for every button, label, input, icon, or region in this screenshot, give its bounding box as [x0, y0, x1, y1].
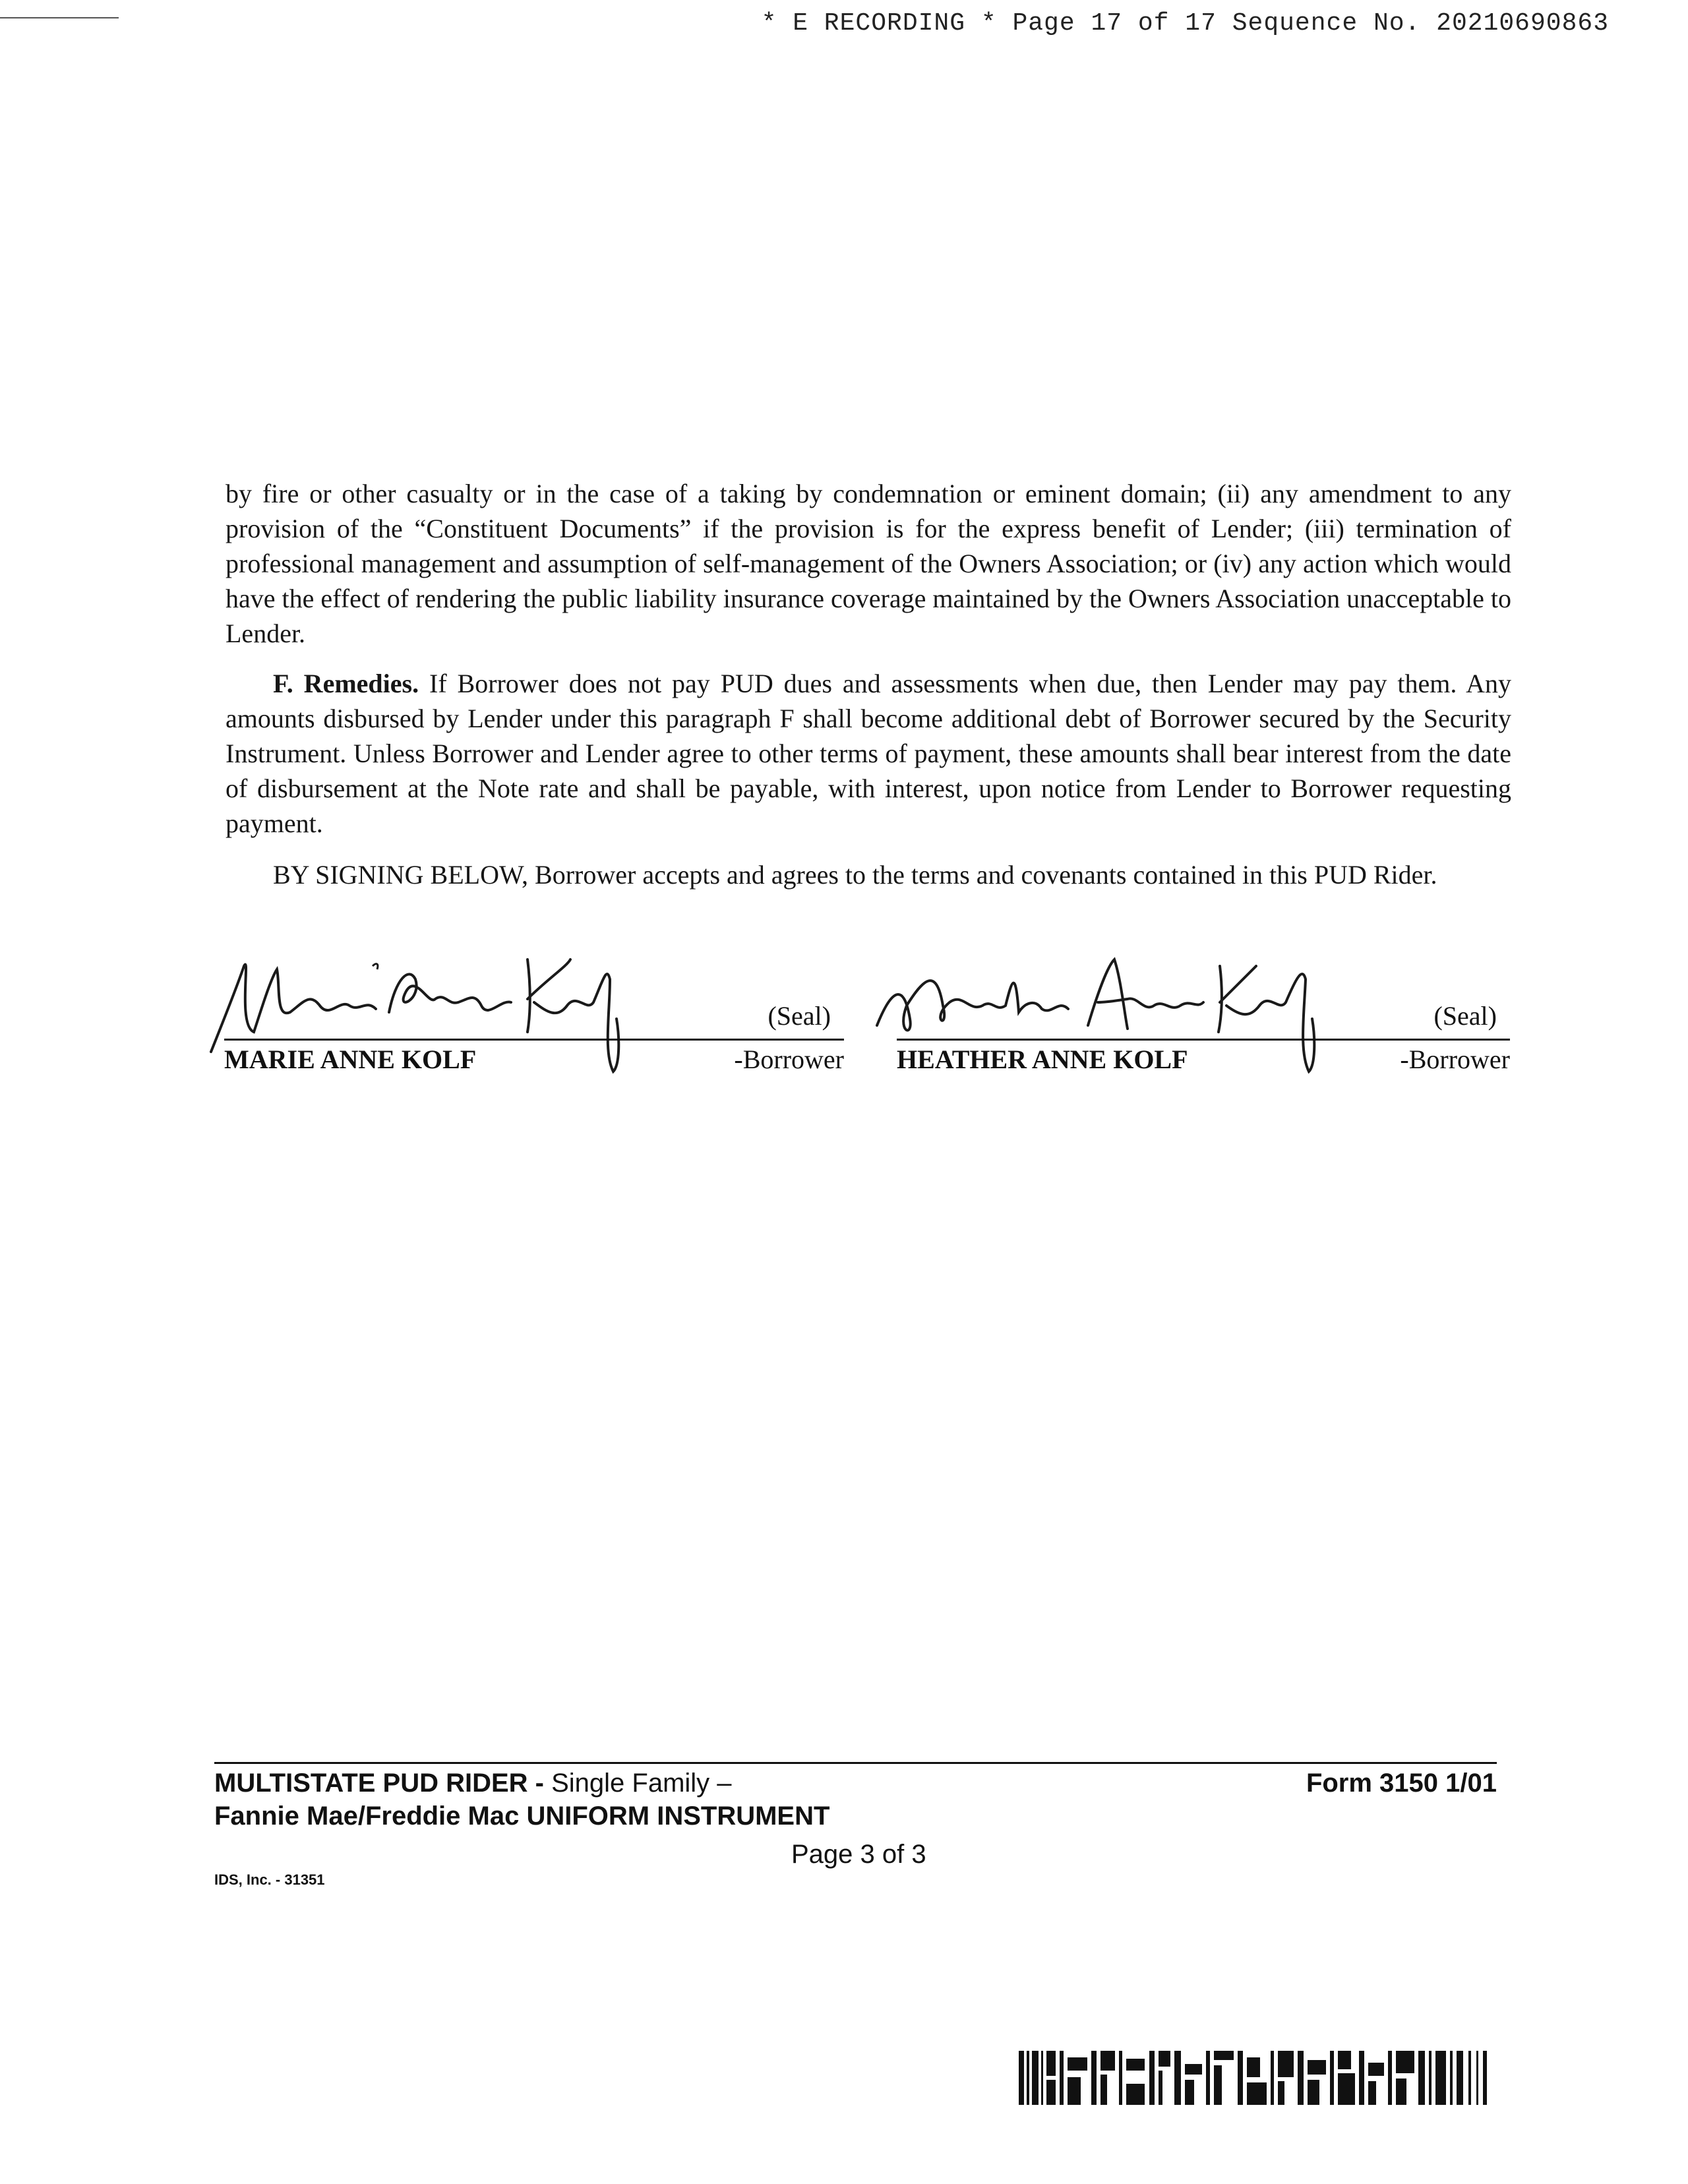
footer-title: [214, 1769, 732, 1798]
footer-title-rest: Single Family –: [543, 1769, 732, 1798]
footer-rule: [214, 1762, 1497, 1764]
signature-line: [224, 1039, 844, 1041]
signature-line: [897, 1039, 1510, 1041]
signature-block-marie: [224, 940, 844, 1072]
signer-role: -Borrower: [1400, 1045, 1510, 1074]
recording-header: * E RECORDING * Page 17 of 17 Sequence No. 20210690863: [761, 9, 1609, 38]
seal-label: (Seal): [768, 1001, 831, 1031]
signer-role: -Borrower: [734, 1045, 844, 1074]
footer-title-bold: MULTISTATE PUD RIDER -: [214, 1769, 544, 1798]
seal-label: (Seal): [1433, 1001, 1497, 1031]
scan-artifact-line: [0, 17, 119, 18]
ids-code: IDS, Inc. - 31351: [214, 1871, 325, 1888]
signer-name: MARIE ANNE KOLF: [224, 1045, 477, 1074]
remedies-paragraph: [226, 666, 1511, 841]
form-number: Form 3150 1/01: [1306, 1769, 1497, 1798]
signing-text: BY SIGNING BELOW, Borrower accepts and agrees to the terms and covenants contained in this PUD Rider.: [273, 860, 1437, 890]
paragraph-remedies: [226, 666, 1511, 857]
signer-name: HEATHER ANNE KOLF: [897, 1045, 1188, 1074]
barcode: [1019, 2051, 1493, 2105]
signature-block-heather: [897, 940, 1510, 1072]
page-number: Page 3 of 3: [791, 1840, 926, 1869]
footer-subtitle: Fannie Mae/Freddie Mac UNIFORM INSTRUMENT: [214, 1802, 830, 1831]
remedies-text: If Borrower does not pay PUD dues and assessments when due, then Lender may pay them. Any amounts disbursed by Lender under this paragraph F shall become additional debt of Borrower secured by the Security Instrument. Unless Borrower and Lender agree to other terms of payment, these amounts shall bear interest from the date of disbursement at the Note rate and shall be payable, with interest, upon notice from Lender to Borrower requesting payment.: [226, 669, 1512, 838]
paragraph-continuation: [226, 476, 1511, 667]
paragraph-signing: [226, 857, 1511, 908]
remedies-heading: F. Remedies.: [273, 669, 419, 698]
continuation-text: by fire or other casualty or in the case of a taking by condemnation or eminent domain; (ii) any amendment to any provision of the “Constituent Documents” if the provision is for the express benefit of Lender; (iii) termination of professional management and assumption of self-management of the Owners Association; or (iv) any action which would have the effect of rendering the public liability insurance coverage maintained by the Owners Association unacceptable to Lender.: [226, 479, 1511, 648]
